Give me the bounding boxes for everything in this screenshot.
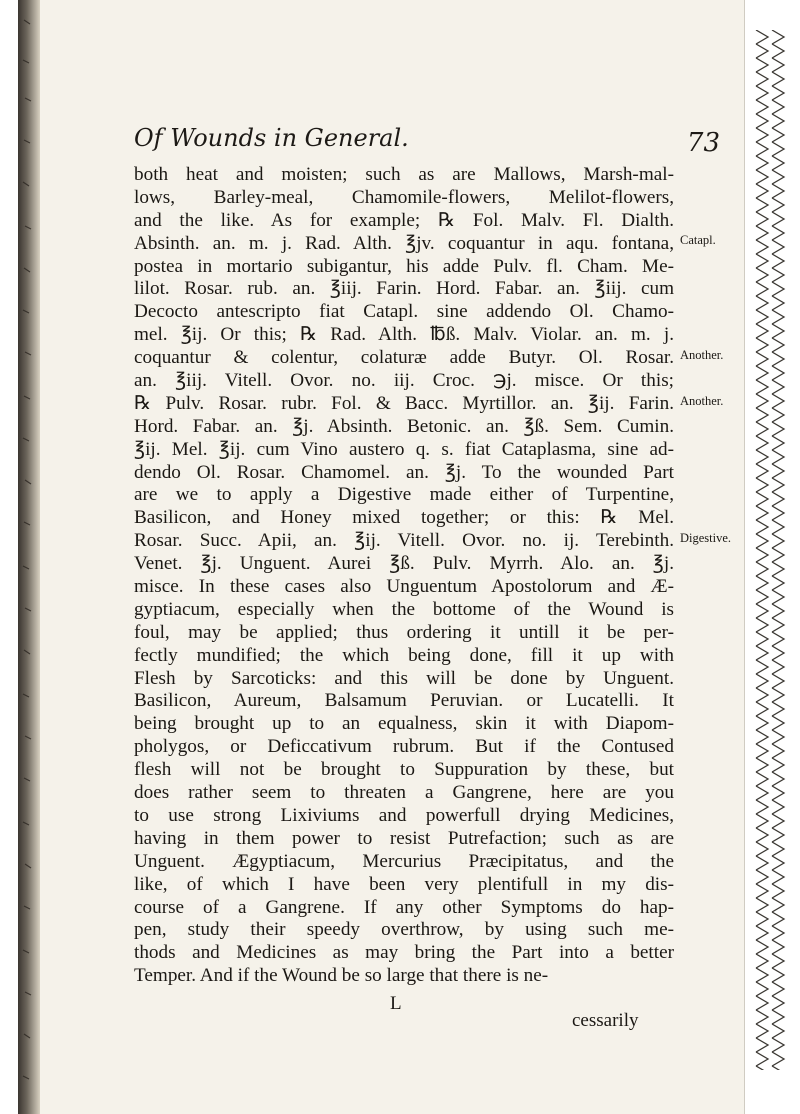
text-line: Basilicon, and Honey mixed together; or this: ℞ Mel. — [134, 507, 674, 529]
text-line: being brought up to an equalness, skin it with Diapom- — [134, 713, 674, 735]
page-header — [98, 124, 738, 164]
signature-mark: L — [390, 993, 402, 1014]
text-line: Temper. And if the Wound be so large that there is ne- — [134, 965, 549, 987]
text-line: does rather seem to threaten a Gangrene, here are you — [134, 782, 674, 804]
marginal-note: Digestive. — [680, 531, 732, 545]
zigzag-border-ornament — [752, 30, 788, 1070]
body-text — [134, 164, 674, 988]
text-line: Unguent. Ægyptiacum, Mercurius Præcipitatus, and the — [134, 850, 674, 872]
binding-edge — [20, 0, 36, 1114]
text-line: Venet. ℥j. Unguent. Aurei ℥ß. Pulv. Myrrh. Alo. an. ℥j. — [134, 553, 674, 575]
text-line: postea in mortario subigantur, his adde Pulv. fl. Cham. Me- — [134, 255, 674, 277]
marginal-note: Another. — [680, 348, 724, 362]
text-line: Decocto antescripto fiat Catapl. sine addendo Ol. Chamo- — [134, 301, 674, 323]
text-line: Absinth. an. m. j. Rad. Alth. ℥jv. coquantur in aqu. fontana, — [134, 232, 674, 254]
text-line: pholygos, or Deficcativum rubrum. But if the Contused — [134, 736, 674, 758]
marginal-note: Catapl. — [680, 233, 716, 247]
text-line: thods and Medicines as may bring the Part into a better — [134, 942, 674, 964]
text-line: Basilicon, Aureum, Balsamum Peruvian. or Lucatelli. It — [134, 690, 674, 712]
running-title: Of Wounds in General. — [134, 124, 409, 152]
text-line: gyptiacum, especially when the bottome of the Wound is — [134, 598, 674, 620]
text-line: to use strong Lixiviums and powerfull drying Medicines, — [134, 804, 674, 826]
text-line: pen, study their speedy overthrow, by using such me- — [134, 919, 674, 941]
book-page — [18, 0, 744, 1114]
text-line: lows, Barley-meal, Chamomile-flowers, Melilot-flowers, — [134, 186, 674, 208]
catchword: cessarily — [572, 1010, 639, 1031]
page-number: 73 — [686, 128, 720, 158]
text-line: and the like. As for example; ℞ Fol. Malv. Fl. Dialth. — [134, 209, 674, 231]
text-line: course of a Gangrene. If any other Symptoms do hap- — [134, 896, 674, 918]
text-line: Flesh by Sarcoticks: and this will be done by Unguent. — [134, 667, 674, 689]
text-line: both heat and moisten; such as are Mallows, Marsh-mal- — [134, 164, 674, 185]
text-line: misce. In these cases also Unguentum Apostolorum and Æ- — [134, 576, 674, 598]
text-line: coquantur & colentur, colaturæ adde Butyr. Ol. Rosar. — [134, 347, 674, 369]
text-line: having in them power to resist Putrefaction; such as are — [134, 827, 674, 849]
text-line: are we to apply a Digestive made either of Turpentine, — [134, 484, 674, 506]
text-line: lilot. Rosar. rub. an. ℥iij. Farin. Hord. Fabar. an. ℥iij. cum — [134, 278, 674, 300]
text-line: dendo Ol. Rosar. Chamomel. an. ℥j. To the wounded Part — [134, 461, 674, 483]
text-line: foul, may be applied; thus ordering it untill it be per- — [134, 621, 674, 643]
text-line: Rosar. Succ. Apii, an. ℥ij. Vitell. Ovor. no. ij. Terebinth. — [134, 530, 674, 552]
marginal-note: Another. — [680, 394, 724, 408]
text-line: flesh will not be brought to Suppuration by these, but — [134, 759, 674, 781]
text-line: ℥ij. Mel. ℥ij. cum Vino austero q. s. fiat Cataplasma, sine ad- — [134, 438, 674, 460]
text-line: like, of which I have been very plentifull in my dis- — [134, 873, 674, 895]
text-line: fectly mundified; the which being done, fill it up with — [134, 644, 674, 666]
text-line: mel. ℥ij. Or this; ℞ Rad. Alth. ℔ß. Malv. Violar. an. m. j. — [134, 324, 674, 346]
text-line: Hord. Fabar. an. ℥j. Absinth. Betonic. an. ℥ß. Sem. Cumin. — [134, 415, 674, 437]
text-line: ℞ Pulv. Rosar. rubr. Fol. & Bacc. Myrtillor. an. ℥ij. Farin. — [134, 392, 674, 414]
text-line: an. ℥iij. Vitell. Ovor. no. iij. Croc. ℈j. misce. Or this; — [134, 370, 674, 392]
